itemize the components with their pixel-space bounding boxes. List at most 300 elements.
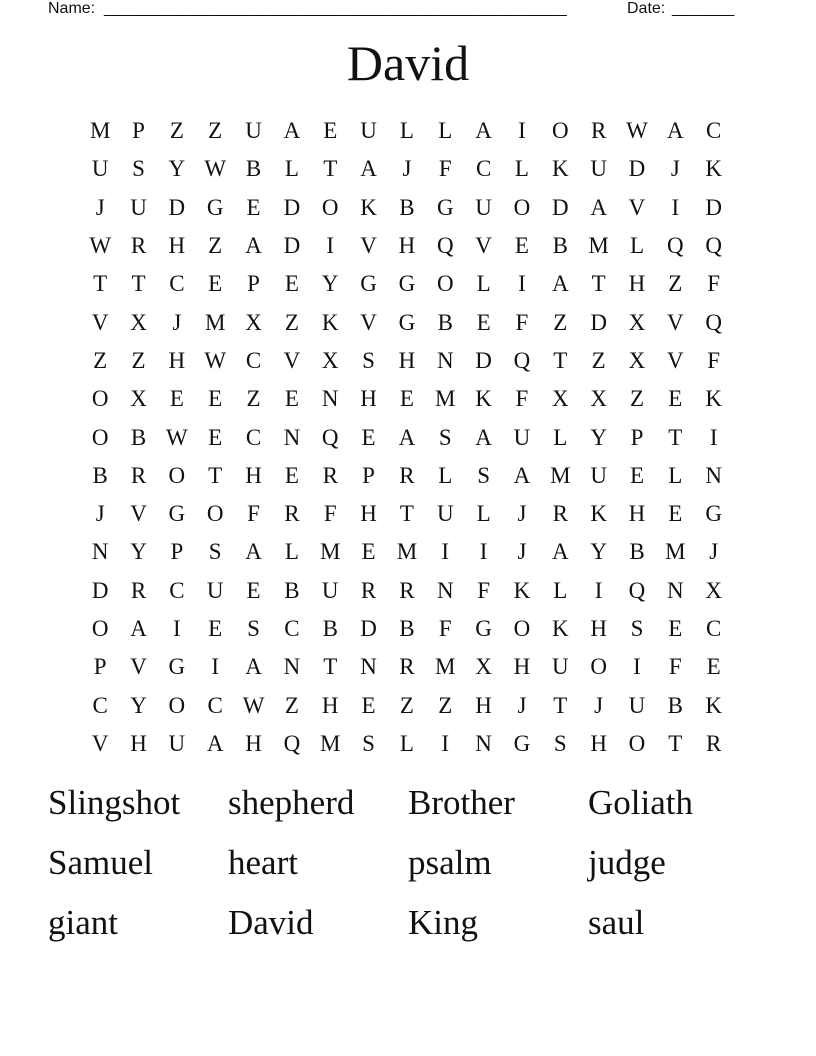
- grid-letter: N: [360, 654, 377, 680]
- grid-letter: W: [89, 233, 112, 259]
- grid-letter: F: [477, 577, 490, 603]
- grid-letter: J: [95, 194, 105, 220]
- grid-letter: D: [283, 194, 301, 220]
- grid-letter: G: [206, 194, 224, 220]
- grid-letter: Z: [93, 347, 108, 373]
- grid-letter: Q: [283, 730, 301, 756]
- grid-letter: U: [513, 424, 531, 450]
- grid-letter: Z: [246, 386, 261, 412]
- grid-letter: P: [170, 539, 184, 565]
- grid-letter: H: [245, 730, 262, 756]
- grid-letter: D: [705, 194, 722, 220]
- grid-letter: G: [360, 271, 377, 297]
- grid-letter: Y: [130, 539, 147, 565]
- grid-letter: I: [709, 424, 718, 450]
- grid-letter: K: [513, 577, 531, 603]
- grid-letter: A: [283, 118, 301, 144]
- word-list-item: psalm: [408, 843, 492, 882]
- grid-row: [81, 303, 733, 341]
- grid-letter: V: [475, 233, 492, 259]
- grid-letter: G: [168, 654, 186, 680]
- grid-letter: O: [91, 386, 109, 412]
- grid-letter: R: [399, 654, 415, 680]
- grid-row: [81, 342, 733, 380]
- grid-letter: D: [168, 194, 186, 220]
- grid-letter: F: [668, 654, 682, 680]
- grid-letter: M: [435, 654, 456, 680]
- grid-letter: X: [130, 309, 147, 335]
- grid-letter: O: [513, 194, 531, 220]
- grid-letter: J: [95, 501, 105, 527]
- grid-letter: U: [245, 118, 262, 144]
- grid-letter: O: [628, 730, 646, 756]
- grid-letter: I: [518, 118, 526, 144]
- grid-letter: E: [246, 194, 261, 220]
- grid-letter: C: [706, 616, 722, 641]
- grid-letter: J: [670, 156, 680, 182]
- grid-letter: J: [517, 501, 527, 527]
- grid-letter: O: [590, 654, 607, 680]
- grid-letter: X: [245, 309, 262, 335]
- grid-letter: E: [246, 577, 261, 603]
- grid-letter: N: [436, 347, 454, 373]
- grid-letter: I: [173, 616, 181, 641]
- grid-letter: A: [475, 424, 492, 450]
- grid-letter: D: [283, 233, 301, 259]
- grid-row: [81, 418, 733, 456]
- grid-letter: N: [283, 424, 301, 450]
- grid-letter: Y: [130, 692, 147, 718]
- grid-letter: X: [628, 347, 646, 373]
- grid-letter: K: [590, 501, 607, 527]
- grid-letter: J: [517, 539, 527, 565]
- grid-letter: U: [168, 730, 186, 756]
- grid-letter: E: [476, 309, 491, 335]
- word-list-item: judge: [588, 843, 666, 882]
- grid-letter: H: [168, 347, 186, 373]
- grid-letter: A: [513, 462, 531, 488]
- grid-letter: M: [89, 118, 111, 144]
- grid-letter: U: [590, 462, 607, 488]
- grid-letter: K: [475, 386, 492, 412]
- grid-letter: M: [396, 539, 418, 565]
- grid-letter: C: [245, 347, 262, 373]
- grid-letter: T: [668, 424, 683, 450]
- grid-letter: O: [168, 692, 186, 718]
- grid-letter: Y: [590, 424, 607, 450]
- grid-letter: I: [594, 577, 603, 603]
- name-line: ____________________________________________________: [104, 0, 567, 17]
- grid-letter: A: [245, 233, 262, 259]
- grid-letter: T: [591, 271, 606, 297]
- grid-letter: C: [169, 577, 185, 603]
- grid-letter: O: [91, 424, 109, 450]
- grid-letter: H: [321, 692, 339, 718]
- grid-letter: L: [553, 424, 568, 450]
- grid-letter: H: [628, 271, 646, 297]
- grid-letter: K: [705, 692, 722, 718]
- grid-letter: S: [362, 347, 375, 373]
- grid-letter: V: [283, 347, 301, 373]
- word-list-item: David: [228, 903, 314, 942]
- grid-row: [81, 648, 733, 686]
- grid-letter: G: [398, 309, 416, 335]
- grid-letter: L: [476, 501, 491, 527]
- grid-letter: H: [398, 347, 416, 373]
- grid-letter: E: [361, 539, 376, 565]
- grid-letter: B: [399, 616, 415, 641]
- grid-letter: H: [590, 730, 607, 756]
- grid-letter: I: [211, 654, 220, 680]
- grid-letter: M: [320, 730, 341, 756]
- grid-letter: X: [628, 309, 646, 335]
- grid-letter: L: [514, 156, 529, 182]
- grid-letter: A: [551, 539, 569, 565]
- grid-letter: B: [92, 462, 108, 488]
- grid-letter: A: [475, 118, 492, 144]
- grid-letter: R: [399, 577, 415, 603]
- grid-letter: E: [284, 462, 299, 488]
- grid-letter: C: [169, 271, 185, 297]
- grid-letter: A: [360, 156, 377, 182]
- grid-letter: X: [551, 386, 569, 412]
- grid-letter: U: [590, 156, 607, 182]
- grid-letter: O: [321, 194, 339, 220]
- grid-letter: Q: [513, 347, 531, 373]
- grid-letter: Y: [590, 539, 607, 565]
- grid-letter: E: [361, 692, 376, 718]
- grid-letter: K: [705, 386, 722, 412]
- grid-letter: W: [166, 424, 188, 450]
- word-list-item: heart: [228, 843, 298, 882]
- grid-letter: B: [399, 194, 415, 220]
- grid-letter: V: [91, 730, 109, 756]
- grid-letter: E: [208, 271, 223, 297]
- grid-letter: I: [518, 271, 526, 297]
- grid-letter: H: [398, 233, 416, 259]
- word-list-item: saul: [588, 903, 645, 942]
- grid-letter: L: [668, 462, 683, 488]
- grid-letter: U: [130, 194, 147, 220]
- grid-letter: J: [709, 539, 719, 565]
- grid-letter: D: [475, 347, 492, 373]
- word-list-item: Slingshot: [48, 783, 181, 822]
- grid-letter: R: [130, 233, 147, 259]
- grid-letter: E: [284, 386, 299, 412]
- grid-letter: P: [362, 462, 375, 488]
- grid-row: [81, 495, 733, 533]
- grid-letter: E: [284, 271, 299, 297]
- grid-letter: L: [476, 271, 491, 297]
- grid-letter: V: [360, 233, 377, 259]
- grid-letter: G: [513, 730, 531, 756]
- grid-row: [81, 189, 733, 227]
- grid-letter: N: [321, 386, 339, 412]
- grid-letter: V: [360, 309, 377, 335]
- grid-letter: L: [399, 118, 414, 144]
- grid-letter: T: [553, 692, 568, 718]
- grid-letter: U: [206, 577, 224, 603]
- grid-letter: X: [705, 577, 722, 603]
- grid-letter: W: [204, 156, 227, 182]
- grid-letter: I: [671, 194, 680, 220]
- grid-row: [81, 227, 733, 265]
- grid-row: [81, 150, 733, 188]
- grid-letter: W: [204, 347, 227, 373]
- grid-letter: V: [130, 501, 147, 527]
- grid-letter: T: [323, 156, 338, 182]
- grid-letter: G: [475, 616, 492, 641]
- grid-letter: V: [130, 654, 147, 680]
- grid-letter: D: [360, 616, 377, 641]
- grid-letter: V: [667, 309, 684, 335]
- grid-letter: A: [245, 539, 262, 565]
- letter-grid: [81, 112, 733, 763]
- grid-letter: G: [398, 271, 416, 297]
- date-label: Date:: [627, 0, 666, 17]
- date-line: _______: [672, 0, 735, 17]
- grid-letter: A: [667, 118, 684, 144]
- grid-letter: Z: [591, 347, 606, 373]
- grid-letter: Z: [553, 309, 568, 335]
- grid-letter: N: [283, 654, 301, 680]
- grid-letter: A: [206, 730, 224, 756]
- grid-letter: H: [360, 386, 377, 412]
- grid-row: [81, 533, 733, 571]
- grid-letter: U: [360, 118, 377, 144]
- grid-letter: M: [588, 233, 609, 259]
- grid-letter: S: [630, 616, 644, 641]
- word-list-item: Samuel: [48, 843, 153, 882]
- grid-letter: E: [629, 462, 645, 488]
- worksheet-header: [48, 0, 740, 20]
- grid-letter: Z: [399, 692, 414, 718]
- grid-letter: U: [436, 501, 454, 527]
- grid-letter: A: [130, 616, 147, 641]
- grid-letter: T: [553, 347, 568, 373]
- grid-letter: D: [91, 577, 109, 603]
- grid-letter: B: [437, 309, 453, 335]
- grid-letter: B: [667, 692, 683, 718]
- grid-letter: L: [399, 730, 414, 756]
- grid-letter: M: [665, 539, 686, 565]
- grid-letter: Z: [668, 271, 683, 297]
- grid-letter: R: [706, 730, 722, 756]
- grid-letter: H: [628, 501, 646, 527]
- grid-letter: A: [245, 654, 262, 680]
- grid-letter: L: [284, 539, 299, 565]
- grid-letter: M: [320, 539, 341, 565]
- grid-letter: V: [628, 194, 646, 220]
- grid-letter: N: [436, 577, 454, 603]
- grid-row: [81, 457, 733, 495]
- grid-letter: R: [284, 501, 300, 527]
- grid-letter: Q: [321, 424, 339, 450]
- grid-letter: S: [132, 156, 145, 182]
- grid-letter: S: [438, 424, 452, 450]
- grid-letter: A: [551, 271, 569, 297]
- grid-letter: J: [172, 309, 182, 335]
- grid-letter: I: [326, 233, 335, 259]
- grid-letter: C: [706, 118, 722, 144]
- grid-letter: C: [475, 156, 492, 182]
- grid-letter: Z: [438, 692, 453, 718]
- grid-letter: V: [667, 347, 684, 373]
- grid-letter: E: [361, 424, 376, 450]
- grid-letter: I: [441, 730, 450, 756]
- grid-letter: Z: [208, 118, 223, 144]
- grid-letter: R: [322, 462, 338, 488]
- word-list-item: King: [408, 903, 478, 942]
- grid-letter: Y: [321, 271, 339, 297]
- grid-letter: K: [321, 309, 339, 335]
- grid-letter: G: [168, 501, 186, 527]
- grid-letter: E: [668, 386, 683, 412]
- name-label: Name:: [48, 0, 96, 17]
- grid-letter: E: [668, 616, 683, 641]
- grid-letter: T: [208, 462, 223, 488]
- grid-letter: O: [168, 462, 186, 488]
- grid-letter: F: [707, 271, 721, 297]
- grid-letter: E: [169, 386, 184, 412]
- grid-letter: E: [514, 233, 529, 259]
- grid-letter: M: [550, 462, 571, 488]
- grid-letter: O: [436, 271, 454, 297]
- grid-letter: N: [475, 730, 492, 756]
- grid-letter: M: [435, 386, 456, 412]
- grid-letter: H: [590, 616, 607, 641]
- grid-letter: B: [245, 156, 262, 182]
- word-list-item: shepherd: [228, 783, 355, 822]
- grid-letter: H: [245, 462, 262, 488]
- grid-letter: D: [551, 194, 569, 220]
- grid-letter: U: [321, 577, 339, 603]
- grid-letter: P: [630, 424, 644, 450]
- grid-row: [81, 572, 733, 610]
- grid-letter: G: [705, 501, 722, 527]
- grid-letter: U: [91, 156, 109, 182]
- grid-letter: E: [208, 424, 223, 450]
- grid-letter: K: [705, 156, 722, 182]
- grid-letter: H: [130, 730, 147, 756]
- grid-letter: T: [131, 271, 146, 297]
- grid-letter: N: [667, 577, 684, 603]
- grid-letter: J: [594, 692, 604, 718]
- puzzle-title: David: [346, 35, 470, 91]
- grid-letter: O: [551, 118, 569, 144]
- grid-letter: F: [515, 386, 529, 412]
- grid-row: [81, 112, 733, 150]
- grid-letter: X: [475, 654, 492, 680]
- grid-letter: E: [323, 118, 338, 144]
- grid-letter: E: [399, 386, 414, 412]
- grid-letter: C: [92, 692, 108, 718]
- grid-row: [81, 265, 733, 303]
- grid-letter: I: [441, 539, 450, 565]
- grid-letter: F: [438, 156, 452, 182]
- grid-letter: Z: [629, 386, 645, 412]
- grid-letter: U: [475, 194, 492, 220]
- word-list-item: Brother: [408, 783, 515, 822]
- grid-letter: R: [130, 577, 147, 603]
- grid-row: [81, 610, 733, 648]
- grid-letter: F: [323, 501, 337, 527]
- grid-letter: E: [668, 501, 683, 527]
- grid-letter: H: [475, 692, 492, 718]
- grid-letter: T: [93, 271, 108, 297]
- grid-letter: R: [360, 577, 377, 603]
- word-list: [48, 780, 768, 960]
- grid-letter: H: [513, 654, 531, 680]
- grid-letter: S: [553, 730, 567, 756]
- grid-row: [81, 380, 733, 418]
- grid-letter: S: [477, 462, 490, 488]
- grid-letter: R: [130, 462, 147, 488]
- grid-letter: P: [247, 271, 260, 297]
- grid-letter: E: [208, 616, 223, 641]
- word-list-item: Goliath: [588, 783, 693, 822]
- grid-letter: B: [629, 539, 645, 565]
- grid-letter: M: [204, 309, 226, 335]
- grid-letter: E: [208, 386, 223, 412]
- grid-letter: O: [91, 616, 109, 641]
- grid-letter: U: [628, 692, 646, 718]
- grid-letter: O: [513, 616, 531, 641]
- grid-letter: L: [629, 233, 645, 259]
- grid-letter: J: [517, 692, 527, 718]
- grid-letter: F: [515, 309, 529, 335]
- grid-letter: B: [322, 616, 338, 641]
- grid-letter: Q: [436, 233, 454, 259]
- grid-letter: G: [436, 194, 454, 220]
- grid-letter: N: [705, 462, 722, 488]
- grid-letter: H: [360, 501, 377, 527]
- grid-letter: B: [552, 233, 568, 259]
- grid-letter: P: [132, 118, 145, 144]
- word-list-item: giant: [48, 903, 118, 942]
- grid-letter: Q: [705, 309, 722, 335]
- grid-letter: A: [398, 424, 416, 450]
- grid-letter: S: [208, 539, 222, 565]
- grid-letter: Z: [131, 347, 146, 373]
- grid-letter: X: [321, 347, 339, 373]
- grid-letter: A: [590, 194, 607, 220]
- grid-letter: W: [626, 118, 648, 144]
- grid-letter: O: [206, 501, 224, 527]
- grid-letter: I: [633, 654, 641, 680]
- grid-letter: K: [551, 156, 569, 182]
- grid-letter: T: [323, 654, 338, 680]
- grid-letter: X: [590, 386, 607, 412]
- grid-letter: L: [553, 577, 568, 603]
- grid-letter: C: [245, 424, 262, 450]
- grid-letter: H: [168, 233, 186, 259]
- grid-letter: Z: [169, 118, 184, 144]
- grid-letter: K: [360, 194, 377, 220]
- grid-letter: S: [247, 616, 260, 641]
- grid-letter: F: [438, 616, 452, 641]
- grid-letter: S: [362, 730, 375, 756]
- grid-letter: C: [207, 692, 223, 718]
- grid-letter: R: [590, 118, 607, 144]
- grid-row: [81, 725, 733, 763]
- grid-letter: Q: [667, 233, 684, 259]
- grid-letter: W: [242, 692, 265, 718]
- grid-letter: D: [628, 156, 646, 182]
- grid-letter: L: [438, 462, 453, 488]
- grid-letter: N: [91, 539, 109, 565]
- grid-letter: U: [551, 654, 569, 680]
